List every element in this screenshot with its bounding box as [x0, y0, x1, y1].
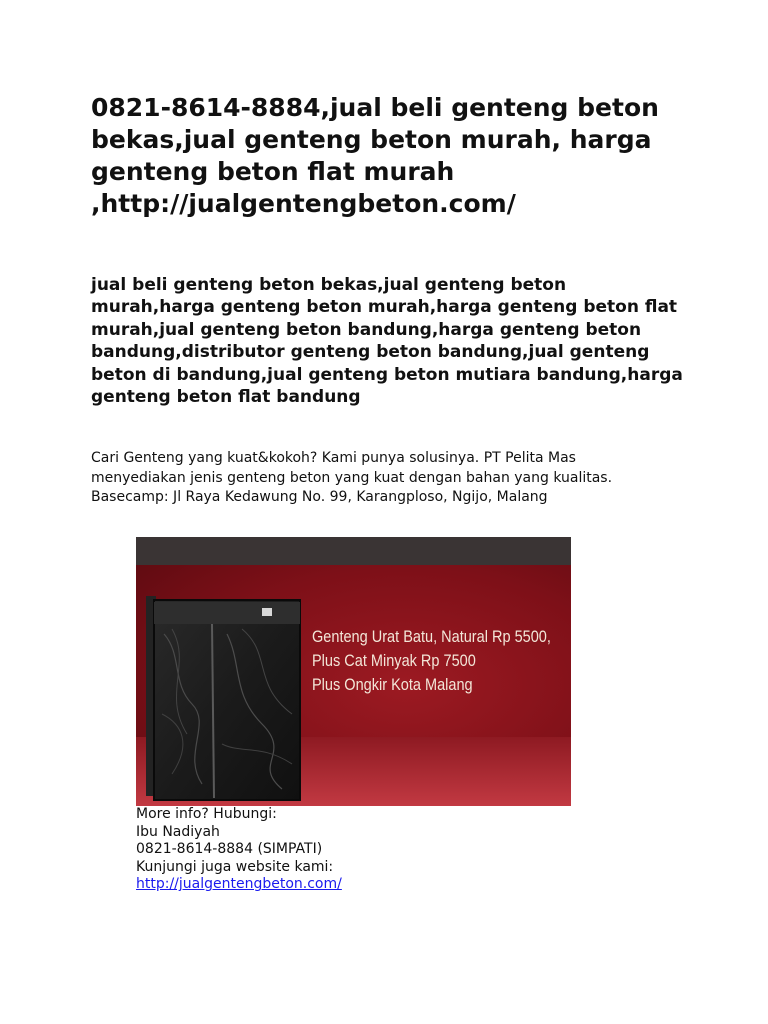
contact-phone: 0821-8614-8884 (SIMPATI) [136, 841, 323, 858]
banner-line-2: Plus Cat Minyak Rp 7500 [312, 652, 476, 670]
intro-paragraph: Cari Genteng yang kuat&kokoh? Kami punya solusinya. PT Pelita Mas menyediakan jenis genteng beton yang kuat dengan bahan yang kualitas. Basecamp: Jl Raya Kedawung No. 99, Karangploso, Ngijo, Malang [91, 450, 613, 505]
website-link[interactable]: http://jualgentengbeton.com/ [136, 876, 342, 893]
banner-price-text [312, 625, 551, 697]
contact-block [136, 806, 586, 894]
banner-line-3: Plus Ongkir Kota Malang [312, 676, 473, 694]
contact-visit-text: Kunjungi juga website kami: [136, 858, 334, 875]
banner-line-1: Genteng Urat Batu, Natural Rp 5500, [312, 628, 551, 646]
keyword-heading: jual beli genteng beton bekas,jual genteng beton murah,harga genteng beton murah,harga genteng beton flat murah,jual genteng beton bandung,harga genteng beton bandung,distributor genteng beton bandung,jual genteng beton di bandung,jual genteng beton mutiara bandung,harga genteng beton flat bandung [91, 275, 683, 408]
roof-tile-image [142, 594, 302, 806]
product-banner-image [136, 537, 571, 806]
page-title: 0821-8614-8884,jual beli genteng beton bekas,jual genteng beton murah, harga genteng beton flat murah ,http://jualgentengbeton.com/ [91, 93, 659, 218]
contact-line-info: More info? Hubungi: [136, 806, 277, 822]
contact-name: Ibu Nadiyah [136, 823, 220, 840]
banner-top-band [136, 537, 571, 565]
